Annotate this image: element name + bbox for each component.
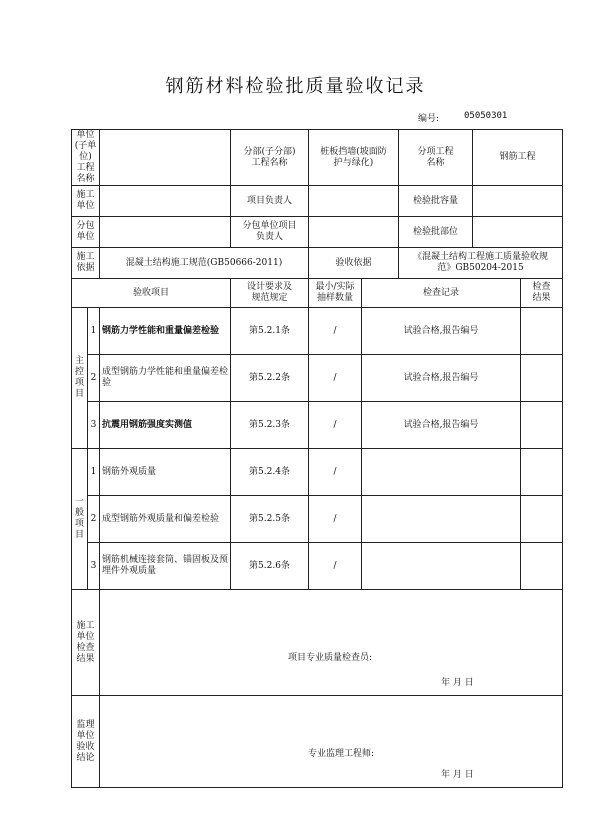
supervisor-label: 专业监理工程师: <box>308 748 375 759</box>
page-title: 钢筋材料检验批质量验收记录 <box>165 76 426 97</box>
item-result[interactable] <box>521 543 563 590</box>
subdivision-name-value[interactable]: 桩板挡墙(坡面防 护与绿化) <box>309 130 399 186</box>
item-name: 成型钢筋力学性能和重量偏差检验 <box>100 355 231 402</box>
inspection-form-table <box>71 129 563 788</box>
batch-location-label: 检验批部位 <box>399 217 473 248</box>
item-result[interactable] <box>521 496 563 543</box>
subcontractor-value[interactable] <box>100 217 231 248</box>
item-name: 成型钢筋外观质量和偏差检验 <box>100 496 231 543</box>
general-group-label: 一 般 项 目 <box>72 449 88 590</box>
subcontractor-label: 分包单位 <box>72 217 100 248</box>
acceptance-basis-label: 验收依据 <box>309 248 399 279</box>
item-sample[interactable]: / <box>309 496 362 543</box>
batch-capacity-label: 检验批容量 <box>399 186 473 217</box>
item-clause: 第5.2.4条 <box>231 449 309 496</box>
construction-date: 年 月 日 <box>441 677 474 688</box>
item-result[interactable] <box>521 402 563 449</box>
table-row <box>72 308 563 355</box>
item-sample[interactable]: / <box>309 402 362 449</box>
item-record[interactable]: 试验合格,报告编号 <box>362 355 521 402</box>
item-name: 钢筋机械连接套筒、锚固板及预埋件外观质量 <box>100 543 231 590</box>
item-result[interactable] <box>521 308 563 355</box>
item-clause: 第5.2.6条 <box>231 543 309 590</box>
item-clause: 第5.2.5条 <box>231 496 309 543</box>
main-control-group-label: 主 控 项 目 <box>72 308 88 449</box>
supervision-date: 年 月 日 <box>441 769 474 780</box>
item-number: 3 <box>88 543 100 590</box>
batch-location-value[interactable] <box>473 217 563 248</box>
item-name: 钢筋力学性能和重量偏差检验 <box>100 308 231 355</box>
item-result[interactable] <box>521 449 563 496</box>
contractor-label: 施工单位 <box>72 186 100 217</box>
construction-inspector-label: 项目专业质量检查员: <box>288 652 373 663</box>
item-clause: 第5.2.1条 <box>231 308 309 355</box>
table-row <box>72 496 563 543</box>
item-sample[interactable]: / <box>309 449 362 496</box>
column-header-result: 检查 结果 <box>521 279 563 308</box>
project-manager-label: 项目负责人 <box>231 186 309 217</box>
batch-capacity-value[interactable] <box>473 186 563 217</box>
construction-basis-value: 混凝土结构施工规范(GB50666-2011) <box>100 248 309 279</box>
item-result[interactable] <box>521 355 563 402</box>
construction-basis-label: 施工依据 <box>72 248 100 279</box>
unit-name-label: 单位(子单位) 工程名称 <box>72 130 100 186</box>
item-record[interactable] <box>362 496 521 543</box>
record-number-label: 编号: <box>418 114 440 124</box>
sub-pm-label: 分包单位项目 负责人 <box>231 217 309 248</box>
subitem-name-label: 分项工程 名称 <box>399 130 473 186</box>
sub-pm-value[interactable] <box>309 217 399 248</box>
item-sample[interactable]: / <box>309 543 362 590</box>
unit-name-value[interactable] <box>100 130 231 186</box>
construction-result-label: 施工单位 检查结果 <box>72 590 100 696</box>
column-header-record: 检查记录 <box>362 279 521 308</box>
contractor-value[interactable] <box>100 186 231 217</box>
item-clause: 第5.2.3条 <box>231 402 309 449</box>
item-number: 2 <box>88 496 100 543</box>
column-header-design: 设计要求及 规范规定 <box>231 279 309 308</box>
subdivision-name-label: 分部(子分部) 工程名称 <box>231 130 309 186</box>
table-row <box>72 402 563 449</box>
record-number-value: 05050301 <box>464 111 508 121</box>
item-record[interactable]: 试验合格,报告编号 <box>362 402 521 449</box>
table-row <box>72 449 563 496</box>
item-clause: 第5.2.2条 <box>231 355 309 402</box>
construction-result-area[interactable] <box>100 590 563 696</box>
subitem-name-value[interactable]: 钢筋工程 <box>473 130 563 186</box>
item-number: 2 <box>88 355 100 402</box>
table-row <box>72 543 563 590</box>
column-header-sampling: 最小/实际 抽样数量 <box>309 279 362 308</box>
item-record[interactable] <box>362 449 521 496</box>
item-number: 1 <box>88 308 100 355</box>
item-record[interactable] <box>362 543 521 590</box>
supervision-conclusion-label: 监理单位 验收结论 <box>72 696 100 788</box>
item-record[interactable]: 试验合格,报告编号 <box>362 308 521 355</box>
column-header-item: 验收项目 <box>72 279 231 308</box>
item-name: 钢筋外观质量 <box>100 449 231 496</box>
project-manager-value[interactable] <box>309 186 399 217</box>
item-number: 1 <box>88 449 100 496</box>
table-row <box>72 355 563 402</box>
acceptance-basis-value: 《混凝土结构工程施工质量验收规 范》GB50204-2015 <box>399 248 563 279</box>
supervision-conclusion-area[interactable] <box>100 696 563 788</box>
item-sample[interactable]: / <box>309 308 362 355</box>
item-sample[interactable]: / <box>309 355 362 402</box>
item-number: 3 <box>88 402 100 449</box>
item-name: 抗震用钢筋强度实测值 <box>100 402 231 449</box>
